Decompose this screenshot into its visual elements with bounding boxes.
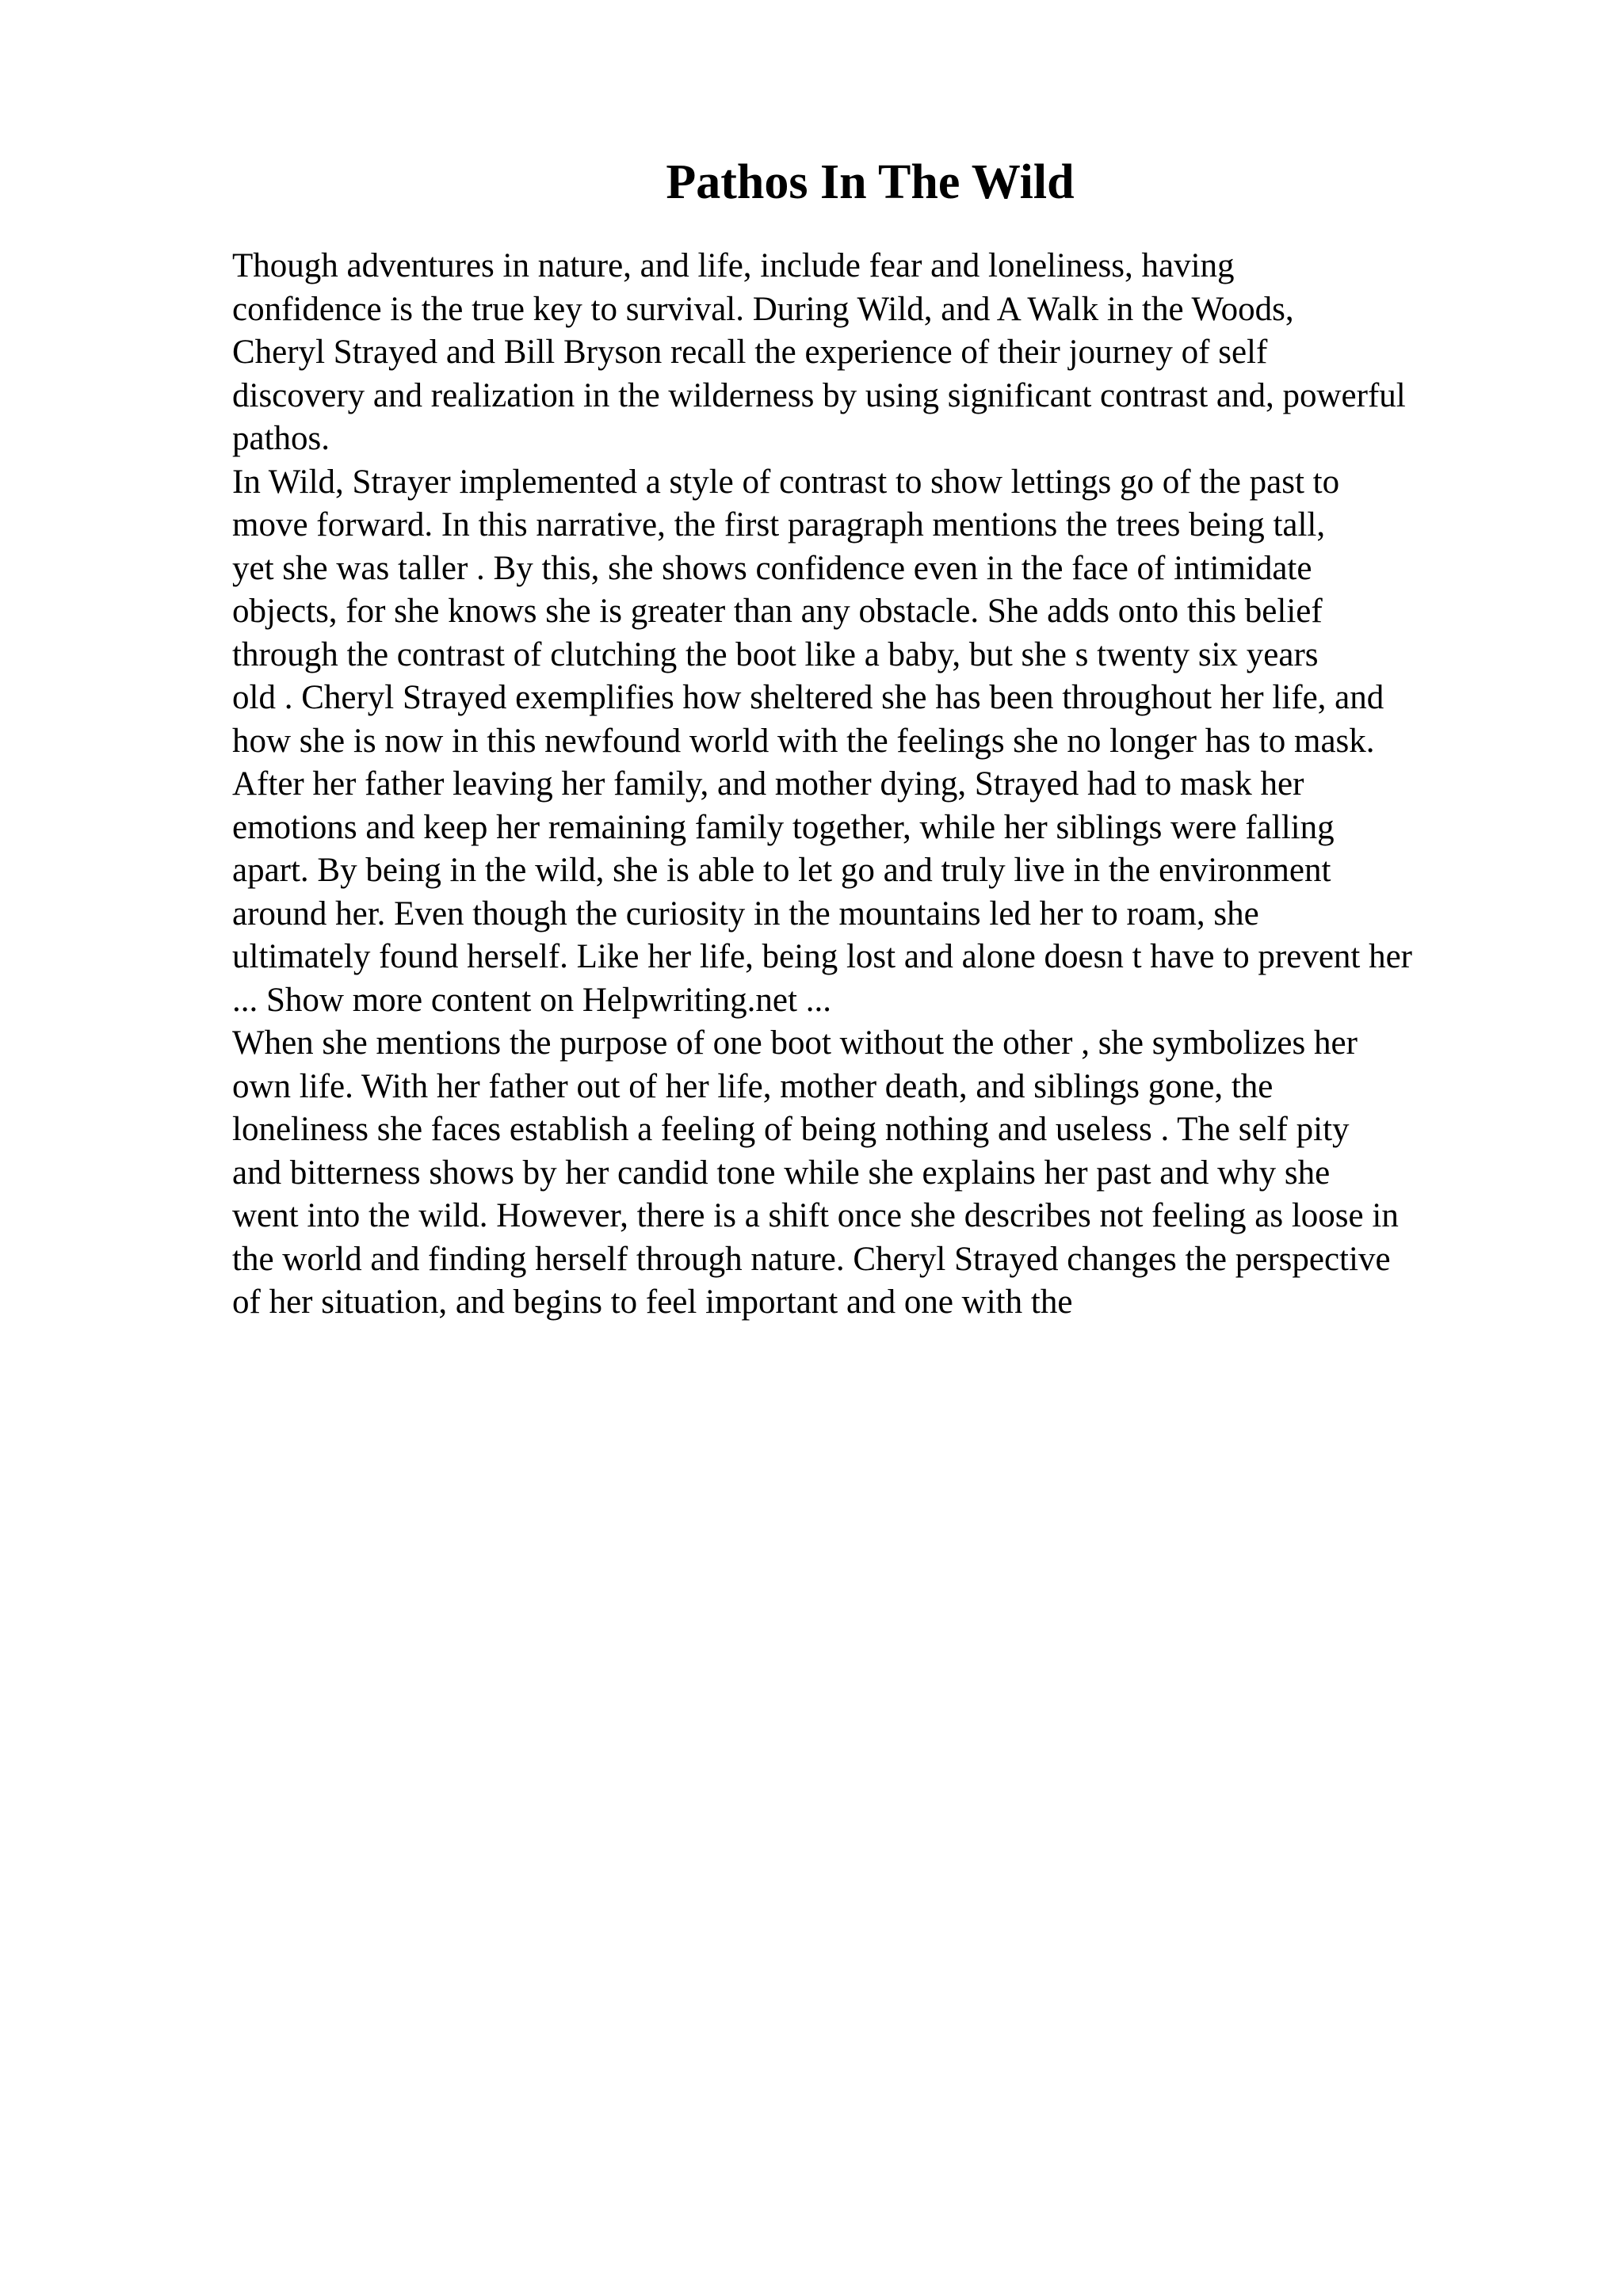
text-line: pathos. xyxy=(232,420,330,457)
text-line: Cheryl Strayed and Bill Bryson recall the experience of their journey of self xyxy=(232,334,1268,371)
document-body xyxy=(232,245,1595,1325)
text-line: through the contrast of clutching the boot like a baby, but she s twenty six years xyxy=(232,635,1319,673)
text-line: yet she was taller . By this, she shows confidence even in the face of intimidate xyxy=(232,549,1312,587)
text-line: When she mentions the purpose of one boot without the other , she symbolizes her xyxy=(232,1024,1358,1062)
text-line: loneliness she faces establish a feeling of being nothing and useless . The self pity xyxy=(232,1111,1350,1148)
text-line: Though adventures in nature, and life, include fear and loneliness, having xyxy=(232,247,1235,284)
text-line: the world and finding herself through nature. Cheryl Strayed changes the perspective xyxy=(232,1240,1391,1278)
show-more-content-note: ... Show more content on Helpwriting.net ... xyxy=(232,981,831,1019)
text-line: After her father leaving her family, and mother dying, Strayed had to mask her xyxy=(232,765,1304,803)
text-line: of her situation, and begins to feel important and one with the xyxy=(232,1283,1073,1321)
text-line: discovery and realization in the wilderness by using significant contrast and, powerful xyxy=(232,376,1406,414)
text-line: own life. With her father out of her life, mother death, and siblings gone, the xyxy=(232,1067,1274,1105)
text-line: apart. By being in the wild, she is able to let go and truly live in the environment xyxy=(232,852,1331,889)
text-line: and bitterness shows by her candid tone while she explains her past and why she xyxy=(232,1154,1331,1192)
text-line: went into the wild. However, there is a shift once she describes not feeling as loose in xyxy=(232,1197,1399,1234)
text-line: In Wild, Strayer implemented a style of contrast to show lettings go of the past to xyxy=(232,463,1340,501)
text-line: ultimately found herself. Like her life, being lost and alone doesn t have to prevent her xyxy=(232,938,1413,975)
text-line: around her. Even though the curiosity in the mountains led her to roam, she xyxy=(232,894,1259,933)
text-line: confidence is the true key to survival. During Wild, and A Walk in the Woods, xyxy=(232,290,1294,328)
text-line: how she is now in this newfound world with the feelings she no longer has to mask. xyxy=(232,722,1375,760)
document-title: Pathos In The Wild xyxy=(666,155,1075,209)
text-line: move forward. In this narrative, the first paragraph mentions the trees being tall, xyxy=(232,506,1326,543)
text-line: objects, for she knows she is greater than any obstacle. She adds onto this belief xyxy=(232,593,1323,630)
text-line: old . Cheryl Strayed exemplifies how sheltered she has been throughout her life, and xyxy=(232,679,1384,716)
text-line: emotions and keep her remaining family together, while her siblings were falling xyxy=(232,808,1335,846)
